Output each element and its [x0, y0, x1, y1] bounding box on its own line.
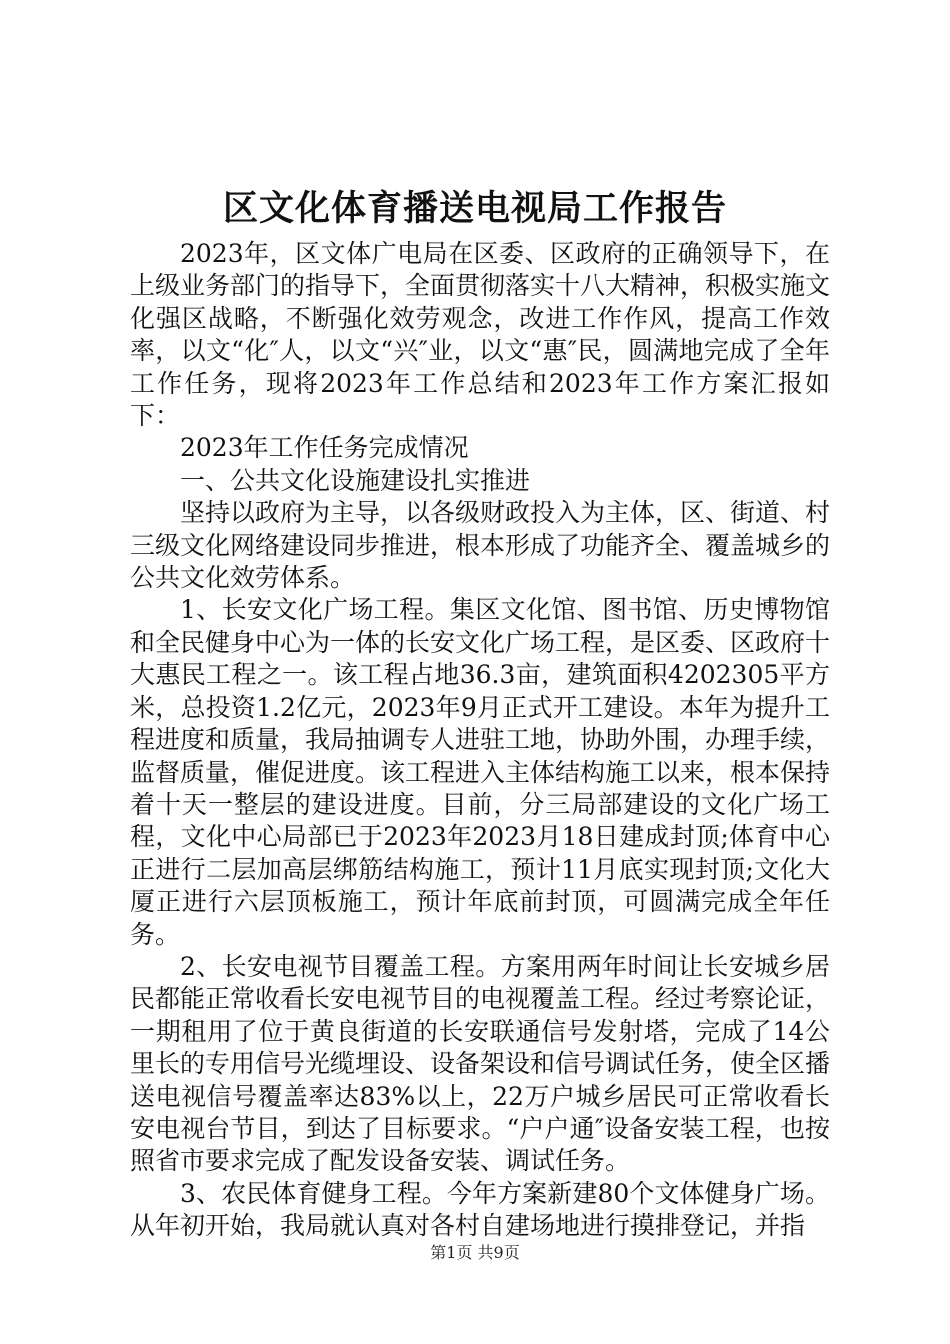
paragraph-item-3: 3、农民体育健身工程。今年方案新建80个文体健身广场。从年初开始，我局就认真对各村自建场地进行摸排登记，并指: [130, 1178, 830, 1241]
paragraph-section-heading: 2023年工作任务完成情况: [180, 433, 469, 463]
document-body: [130, 238, 830, 1243]
paragraph-subheading-1: 一、公共文化设施建设扎实推进: [180, 465, 531, 495]
paragraph-intro: 2023年，区文体广电局在区委、区政府的正确领导下，在上级业务部门的指导下，全面贯彻落实十八大精神，积极实施文化强区战略，不断强化效劳观念，改进工作作风，提高工作效率，以文“化″人，以文“兴″业，以文“惠″民，圆满地完成了全年工作任务，现将2023年工作总结和2023年工作方案汇报如下：: [130, 239, 831, 431]
paragraph-overview: 坚持以政府为主导，以各级财政投入为主体，区、街道、村三级文化网络建设同步推进，根本形成了功能齐全、覆盖城乡的公共文化效劳体系。: [130, 498, 831, 593]
paragraph-item-2: 2、长安电视节目覆盖工程。方案用两年时间让长安城乡居民都能正常收看长安电视节目的电视覆盖工程。经过考察论证，一期租用了位于黄良街道的长安联通信号发射塔，完成了14公里长的专用信号光缆埋设、设备架设和信号调试任务，使全区播送电视信号覆盖率达83%以上，22万户城乡居民可正常收看长安电视台节目，到达了目标要求。“户户通″设备安装工程，也按照省市要求完成了配发设备安装、调试任务。: [130, 951, 831, 1176]
paragraph-item-1: 1、长安文化广场工程。集区文化馆、图书馆、历史博物馆和全民健身中心为一体的长安文化广场工程，是区委、区政府十大惠民工程之一。该工程占地36.3亩，建筑面积4202305平方米，总投资1.2亿元，2023年9月正式开工建设。本年为提升工程进度和质量，我局抽调专人进驻工地，协助外围，办理手续，监督质量，催促进度。该工程进入主体结构施工以来，根本保持着十天一整层的建设进度。目前，分三局部建设的文化广场工程，文化中心局部已于2023年2023月18日建成封顶;体育中心正进行二层加高层绑筋结构施工，预计11月底实现封顶;文化大厦正进行六层顶板施工，预计年底前封顶，可圆满完成全年任务。: [130, 595, 831, 949]
page-footer: 第1页 共9页: [430, 1243, 520, 1262]
document-title: 区文化体育播送电视局工作报告: [222, 188, 727, 229]
